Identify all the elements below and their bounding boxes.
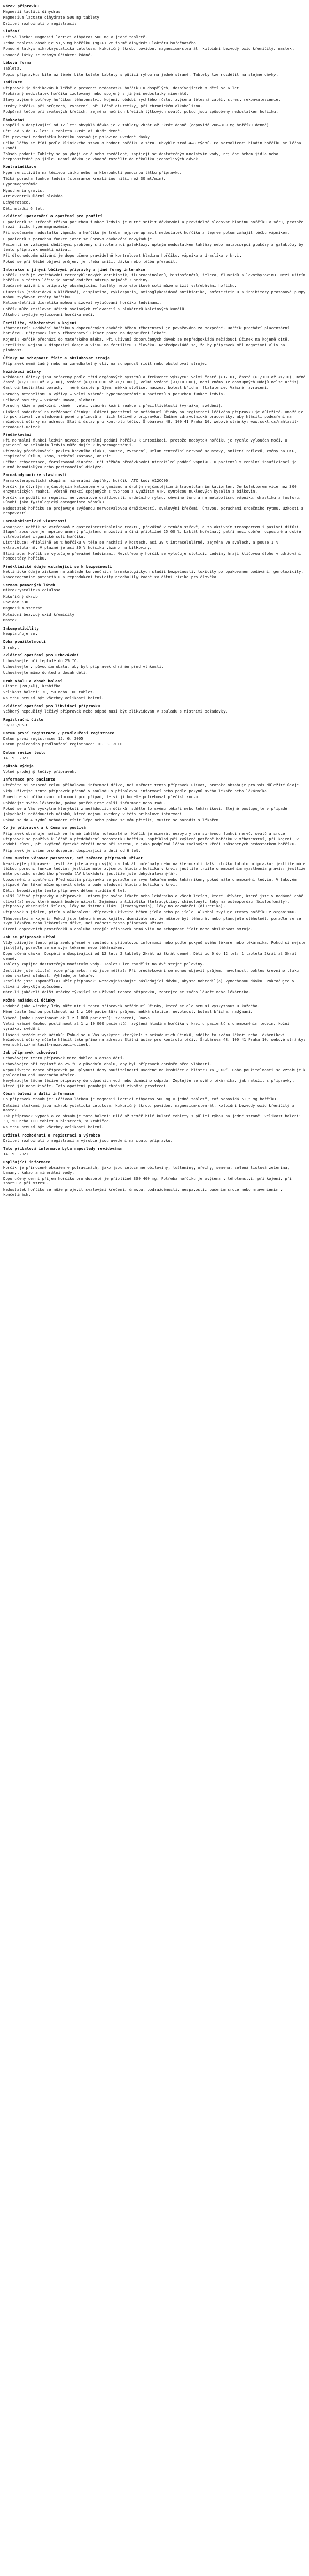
section-paragraph: Mikrokrystalická celulosa bbox=[3, 588, 61, 593]
section-paragraph: Požádejte svého lékárníka, pokud potřebujete další informace nebo radu. bbox=[3, 800, 166, 805]
section-heading: Zvláštní opatření pro uchovávání bbox=[3, 653, 79, 658]
section-paragraph: U pacientů se středně těžkou poruchou funkce ledvin je nutné snížit dávkování a pravidelně sledovat hladinu hořčíku v séru, protože hrozí riziko hypermagnezémie. bbox=[3, 219, 306, 229]
section-paragraph: Pokud se při léčbě objeví průjem, je třeba snížit dávku nebo léčbu přerušit. bbox=[3, 259, 178, 264]
section-paragraph: Pokud se u Vás vyskytne kterýkoli z nežádoucích účinků, sdělte to svému lékaři nebo lékárníkovi. Stejně postupujte v případě jakýchkoli nežádoucích účinků, které nejsou uvedeny v této příbalové informaci. bbox=[3, 806, 290, 816]
section-paragraph: Datum první registrace: 15. 6. 2005 bbox=[3, 736, 83, 741]
section-paragraph: Tablety zapijte dostatečným množstvím vody. Tabletu lze rozdělit na dvě stejné poloviny. bbox=[3, 962, 205, 967]
section-paragraph: Podpůrná léčba při svalových křečích, zejména nočních křečích lýtkových svalů, pokud jsou způsobeny nedostatkem hořčíku. bbox=[3, 109, 278, 114]
section-heading: Zvláštní opatření pro likvidaci přípravku bbox=[3, 703, 100, 708]
section-paragraph: Neužívejte přípravek: jestliže jste alergický(á) na laktát hořečnatý nebo na kteroukoli další složku tohoto přípravku; jestliže máte těžkou poruchu funkce ledvin; jestliže máte zvýšenou hladinu hořčíku v krvi; jestliže trpíte onemocněním myasthenia gravis; jestliže máte poruchu srdečního převodu (AV blokádu); jestliže jste dehydratovaný(á). bbox=[3, 861, 308, 876]
section-heading: Zvláštní upozornění a opatření pro použití bbox=[3, 214, 103, 219]
section-paragraph: Neklinické údaje získané na základě konvenčních farmakologických studií bezpečnosti, toxicity po opakovaném podávání, genotoxicity, kancerogenního potenciálu a reprodukční toxicity neodhalily žádné zvláštní riziko pro člověka. bbox=[3, 569, 306, 579]
section-paragraph: Pomocné látky: mikrokrystalická celulosa, kukuřičný škrob, povidon, magnesium-stearát, koloidní bezvodý oxid křemičitý, mastek. bbox=[3, 46, 295, 52]
section-paragraph: Přípravek je indikován k léčbě a prevenci nedostatku hořčíku u dospělých, dospívajících a dětí od 6 let. bbox=[3, 85, 242, 90]
section-heading: Registrační číslo bbox=[3, 717, 44, 722]
section-paragraph: Poruchy kůže a podkožní tkáně – velmi vzácné: kožní reakce z přecitlivělosti (vyrážka, svědění). bbox=[3, 403, 224, 409]
section-paragraph: Nedostatek hořčíku se projevuje zvýšenou nervosvalovou dráždivostí, svalovými křečemi, únavou, poruchami srdečního rytmu, úzkostí a nespavostí. bbox=[3, 505, 306, 516]
section-paragraph: Prokázaný nedostatek hořčíku izolovaný nebo spojený s jinými nedostatky minerálů. bbox=[3, 91, 189, 96]
section-paragraph: Hořčík je čtvrtým nejčastějším kationtem v organismu a druhým nejčastějším intracelulárním kationtem. Je kofaktorem více než 300 enzymatických reakcí, včetně reakcí spojených s tvorbou a využitím ATP, syntézou nukleových kyselin a bílkovin. bbox=[3, 484, 299, 494]
section-paragraph: Těžká porucha funkce ledvin (clearance kreatininu nižší než 30 ml/min). bbox=[3, 176, 166, 181]
section-paragraph: 14. 9. 2021 bbox=[3, 1151, 28, 1157]
section-paragraph: Délka léčby se řídí podle klinického stavu a hodnot hořčíku v séru. Obvykle trvá 4–8 týdnů. Po normalizaci hladin hořčíku se léčba ukončí. bbox=[3, 141, 303, 150]
section-heading: Obsah balení a další informace bbox=[3, 1091, 74, 1096]
section-heading: Název přípravku bbox=[3, 4, 39, 8]
section-heading: Dávkování bbox=[3, 117, 25, 122]
section-paragraph: Dehydratace. bbox=[3, 200, 31, 205]
section-paragraph: Přípravek je určen pro dospělé, dospívající a děti od 6 let. bbox=[3, 848, 141, 853]
section-paragraph: Při prevenci nedostatku hořčíku postačuje polovina uvedené dávky. bbox=[3, 134, 152, 140]
section-paragraph: Jestliže jste zapomněl(a) užít přípravek: Nezdvojnásobujte následující dávku, abyste nahradil(a) vynechanou dávku. Pokračujte v užívání obvyklým způsobem. bbox=[3, 979, 297, 989]
section-paragraph: Děti od 6 do 12 let: 1 tableta 2krát až 3krát denně. bbox=[3, 128, 123, 133]
section-paragraph: Gastrointestinální poruchy – méně časté: průjem, měkká stolice, nauzea, bolest břicha, flatulence. Vzácné: zvracení. bbox=[3, 385, 269, 391]
section-paragraph: Vždy užívejte tento přípravek přesně v souladu s příbalovou informací nebo podle pokynů svého lékaře nebo lékárníka. bbox=[3, 788, 269, 793]
section-paragraph: Celkové poruchy – vzácné: únava, slabost. bbox=[3, 397, 97, 402]
section-paragraph: Držitel rozhodnutí o registraci a výrobce jsou uvedeni na obalu přípravku. bbox=[3, 1138, 173, 1143]
section-paragraph: Jak přípravek vypadá a co obsahuje toto balení: Bílé až téměř bílé kulaté tablety s půlicí rýhou na jedné straně. Velikost balení: 30, 50 nebo 100 tablet v blistrech, v krabičce. bbox=[3, 1113, 303, 1124]
section-paragraph: Absorpce: Hořčík se vstřebává z gastrointestinálního traktu, převážně v tenkém střevě, a to aktivním transportem i pasivní difúzí. Stupeň absorpce je nepřímo úměrný přijatému množství a činí přibližně 25–60 %. Laktát hořečnatý patří mezi dobře rozpustné a dobře vstřebatelné organické soli hořčíku. bbox=[3, 524, 303, 539]
section-paragraph: Velmi vzácné (mohou postihnout až 1 z 10 000 pacientů): zvýšená hladina hořčíku v krvi u pacientů s onemocněním ledvin, kožní vyrážka, svědění. bbox=[3, 1021, 292, 1031]
section-paragraph: Velikost balení: 30, 50 nebo 100 tablet. bbox=[3, 689, 95, 694]
section-paragraph: Uchovávejte tento přípravek mimo dohled a dosah dětí. bbox=[3, 1055, 125, 1060]
section-heading: Držitel rozhodnutí o registraci a výrobce bbox=[3, 1132, 100, 1138]
section-heading: Předávkování bbox=[3, 432, 32, 437]
section-heading: Předklinické údaje vztahující se k bezpečnosti bbox=[3, 564, 112, 569]
section-paragraph: Nepoužívejte tento přípravek po uplynutí doby použitelnosti uvedené na krabičce a blistru za „EXP“. Doba použitelnosti se vztahuje k poslednímu dni uvedeného měsíce. bbox=[3, 1067, 308, 1077]
section-heading: Farmakodynamické vlastnosti bbox=[3, 472, 67, 478]
section-paragraph: Pokud se do 4 týdnů nebudete cítit lépe nebo pokud se Vám přitíží, musíte se poradit s lékařem. bbox=[3, 817, 221, 822]
section-paragraph: 14. 9. 2021 bbox=[3, 755, 28, 760]
section-paragraph: Hořčík může zesilovat účinek svalových relaxancií a blokátorů kalciových kanálů. bbox=[3, 306, 186, 311]
section-paragraph: Kalium-šetřící diuretika mohou snižovat vylučování hořčíku ledvinami. bbox=[3, 300, 162, 306]
section-paragraph: Příznaky předávkování: pokles krevního tlaku, nauzea, zvracení, útlum centrální nervové soustavy, snížení reflexů, změny na EKG, respirační útlum, kóma, srdeční zástava, anurie. bbox=[3, 448, 299, 459]
section-paragraph: Ponechte si příbalovou informaci pro případ, že si ji budete potřebovat přečíst znovu. bbox=[3, 794, 200, 800]
section-paragraph: Doporučený denní příjem hořčíku pro dospělé je přibližně 300–400 mg. Potřeba hořčíku je zvýšena v těhotenství, při kojení, při sportu a při stresu. bbox=[3, 1176, 295, 1186]
section-paragraph: Hořčík snižuje vstřebávání tetracyklinových antibiotik, fluorochinolonů, bisfosfonátů, železa, fluoridů a levothyroxinu. Mezi užitím hořčíku a těchto léčiv je nutné dodržet odstup nejméně 3 hodiny. bbox=[3, 273, 308, 282]
section-paragraph: Méně časté (mohou postihnout až 1 z 100 pacientů): průjem, měkká stolice, nevolnost, bolest břicha, nadýmání. bbox=[3, 1009, 253, 1014]
section-paragraph: Doporučená dávka: Dospělí a dospívající od 12 let: 2 tablety 2krát až 3krát denně. Děti od 6 do 12 let: 1 tableta 2krát až 3krát denně. bbox=[3, 951, 299, 961]
section-paragraph: Máte-li jakékoli další otázky týkající se užívání tohoto přípravku, zeptejte se svého lékaře nebo lékárníka. bbox=[3, 990, 251, 995]
section-heading: Jak se přípravek užívá bbox=[3, 935, 56, 940]
section-paragraph: Léčba: rehydratace, forsírovaná diuréza. Při těžkém předávkování nitrožilní podání vápníku. U pacientů s renální insuficiencí je nutná hemodialýza nebo peritoneální dialýza. bbox=[3, 460, 299, 469]
section-paragraph: Dalšími složkami jsou mikrokrystalická celulosa, kukuřičný škrob, povidon, magnesium-stearát, koloidní bezvodý oxid křemičitý a mastek. bbox=[3, 1103, 297, 1113]
section-paragraph: Tableta. bbox=[3, 65, 22, 71]
section-paragraph: Datum posledního prodloužení registrace: 10. 3. 2010 bbox=[3, 742, 123, 747]
section-paragraph: Farmakoterapeutická skupina: minerální doplňky, hořčík. ATC kód: A12CC06. bbox=[3, 478, 170, 483]
section-paragraph: Jedna tableta obsahuje 51,5 mg hořčíku (Mg2+) ve formě dihydrátu laktátu hořečnatého. bbox=[3, 40, 198, 45]
section-paragraph: Myasthenia gravis. bbox=[3, 188, 45, 193]
section-paragraph: Alkohol zvyšuje vylučování hořčíku močí. bbox=[3, 312, 95, 317]
section-paragraph: Při normální funkci ledvin nevede perorální podání hořčíku k intoxikaci, protože nadbytek hořčíku je rychle vyloučen močí. U pacientů se selháním ledvin může dojít k hypermagnezémii. bbox=[3, 437, 290, 448]
section-heading: Složení bbox=[3, 29, 20, 34]
section-heading: Nežádoucí účinky bbox=[3, 369, 41, 374]
section-paragraph: Přípravek nemá žádný nebo má zanedbatelný vliv na schopnost řídit nebo obsluhovat stroje. bbox=[3, 361, 208, 366]
section-paragraph: Hořčík se podílí na regulaci nervosvalové dráždivosti, srdečního rytmu, cévního tonu a na metabolismu vápníku, draslíku a fosforu. Působí jako fyziologický antagonista vápníku. bbox=[3, 495, 303, 505]
section-paragraph: Těhotenství: Podávání hořčíku v doporučených dávkách během těhotenství je považováno za bezpečné. Hořčík prochází placentární bariérou. Přípravek lze v těhotenství užívat pouze na doporučení lékaře. bbox=[3, 326, 292, 336]
section-paragraph: Atrioventrikulární blokáda. bbox=[3, 194, 65, 199]
section-heading: Doba použitelnosti bbox=[3, 639, 46, 644]
section-paragraph: Kojení: Hořčík přechází do mateřského mléka. Při užívání doporučených dávek se nepředpokládá nežádoucí účinek na kojené dítě. bbox=[3, 336, 290, 342]
section-paragraph: 3 roky. bbox=[3, 645, 20, 650]
section-paragraph: Na trhu nemusí být všechny velikosti balení. bbox=[3, 1125, 104, 1130]
section-paragraph: Veškerý nepoužitý léčivý přípravek nebo odpad musí být zlikvidován v souladu s místními požadavky. bbox=[3, 709, 228, 714]
section-heading: Možné nežádoucí účinky bbox=[3, 997, 56, 1003]
section-paragraph: Stavy zvýšené potřeby hořčíku: těhotenství, kojení, období rychlého růstu, zvýšená tělesná zátěž, stres, rekonvalescence. bbox=[3, 97, 281, 102]
section-paragraph: Přípravek obsahuje hořčík ve formě laktátu hořečnatého. Hořčík je minerál nezbytný pro správnou funkci nervů, svalů a srdce. bbox=[3, 831, 287, 836]
section-paragraph: Neuplatňuje se. bbox=[3, 631, 38, 636]
section-paragraph: Hořčík je přirozeně obsažen v potravinách, jako jsou celozrnné obiloviny, luštěniny, ořechy, semena, zelená listová zelenina, banány, kakao a minerální vody. bbox=[3, 1165, 292, 1175]
section-paragraph: Řízení dopravních prostředků a obsluha strojů: Přípravek nemá vliv na schopnost řídit nebo obsluhovat stroje. bbox=[3, 926, 253, 931]
section-paragraph: Uchovávejte při teplotě do 25 °C. bbox=[3, 658, 79, 663]
section-heading: Účinky na schopnost řídit a obsluhovat stroje bbox=[3, 355, 110, 361]
section-paragraph: Nežádoucí účinky jsou seřazeny podle tříd orgánových systémů a frekvence výskytu: velmi časté (≥1/10), časté (≥1/100 až <1/10), méně časté (≥1/1 000 až <1/100), vzácné (≥1/10 000 až <1/1 000), velmi vzácné (<1/10 000), není známo (z dostupných údajů nelze určit). bbox=[3, 375, 308, 384]
section-paragraph: Nevyhazujte žádné léčivé přípravky do odpadních vod nebo domácího odpadu. Zeptejte se svého lékárníka, jak naložit s přípravky, které již nepoužíváte. Tato opatření pomáhají chránit životní prostředí. bbox=[3, 1078, 297, 1088]
section-paragraph: Hypersenzitivita na léčivou látku nebo na kteroukoli pomocnou látku přípravku. bbox=[3, 170, 182, 175]
section-paragraph: Při současném nedostatku vápníku a hořčíku je třeba nejprve upravit nedostatek hořčíku a teprve potom zahájit léčbu vápníkem. bbox=[3, 230, 290, 235]
section-heading: Farmakokinetické vlastnosti bbox=[3, 519, 67, 524]
section-heading: Datum revize textu bbox=[3, 750, 46, 755]
section-paragraph: Co přípravek obsahuje: Léčivou látkou je magnesii lactici dihydras 500 mg v jedné tabletě, což odpovídá 51,5 mg hořčíku. bbox=[3, 1097, 278, 1102]
section-paragraph: Povidon K30 bbox=[3, 600, 28, 605]
section-heading: Informace pro pacienta bbox=[3, 777, 56, 782]
section-paragraph: Podobně jako všechny léky může mít i tento přípravek nežádoucí účinky, které se ale nemusí vyskytnout u každého. bbox=[3, 1003, 260, 1008]
section-paragraph: Uchovávejte při teplotě do 25 °C v původním obalu, aby byl přípravek chráněn před vlhkostí. bbox=[3, 1061, 212, 1066]
section-paragraph: Děti mladší 6 let. bbox=[3, 206, 45, 211]
section-paragraph: Hypermagnezémie. bbox=[3, 182, 40, 187]
section-paragraph: Kukuřičný škrob bbox=[3, 594, 38, 599]
section-paragraph: Popis přípravku: bílé až téměř bílé kulaté tablety s půlicí rýhou na jedné straně. Tablety lze rozdělit na stejné dávky. bbox=[3, 72, 278, 77]
section-paragraph: Upozornění a opatření: Před užitím přípravku se poraďte se svým lékařem nebo lékárníkem, pokud máte onemocnění ledvin. V takovém případě Vám lékař může upravit dávku a bude sledovat hladinu hořčíku v krvi. bbox=[3, 877, 299, 887]
section-paragraph: Pacienti se vzácnými dědičnými problémy s intolerancí galaktózy, úplným nedostatkem laktázy nebo malabsorpcí glukózy a galaktózy by tento přípravek neměli užívat. bbox=[3, 242, 306, 252]
section-paragraph: Distribuce: Přibližně 60 % hořčíku v těle se nachází v kostech, asi 39 % intracelulárně, zejména ve svalech, a pouze 1 % extracelulárně. V plazmě je asi 30 % hořčíku vázáno na bílkoviny. bbox=[3, 540, 281, 550]
section-paragraph: Léčivá látka: Magnesii lactici dihydras 500 mg v jedné tabletě. bbox=[3, 34, 148, 39]
section-heading: Indikace bbox=[3, 80, 22, 85]
section-paragraph: Vzácné (mohou postihnout až 1 z 1 000 pacientů): zvracení, únava. bbox=[3, 1015, 152, 1020]
section-paragraph: Přípravek se používá k léčbě a předcházení nedostatku hořčíku, například při zvýšené potřebě hořčíku v těhotenství, při kojení, v období růstu, při zvýšené fyzické zátěži nebo při stresu, a jako podpůrná léčba svalových křečí způsobených nedostatkem hořčíku. bbox=[3, 837, 301, 846]
section-paragraph: Poruchy metabolismu a výživy – velmi vzácné: hypermagnezémie u pacientů s poruchou funkce ledvin. bbox=[3, 392, 226, 396]
section-heading: Datum první registrace / prodloužení registrace bbox=[3, 731, 115, 736]
section-heading: Seznam pomocných látek bbox=[3, 582, 56, 587]
section-paragraph: Magnesium lactate dihydrate 500 mg tablety bbox=[3, 15, 99, 20]
section-paragraph: Vždy užívejte tento přípravek přesně v souladu s příbalovou informací nebo podle pokynů svého lékaře nebo lékárníka. Pokud si nejste jistý(á), poraďte se se svým lékařem nebo lékárníkem. bbox=[3, 940, 308, 950]
section-paragraph: Fertilita: Nejsou k dispozici údaje o vlivu na fertilitu u člověka. Nepředpokládá se, že by přípravek měl negativní vliv na plodnost. bbox=[3, 343, 287, 352]
section-paragraph: Magnesium-stearát bbox=[3, 605, 42, 611]
section-heading: Interakce s jinými léčivými přípravky a jiné formy interakce bbox=[3, 267, 145, 272]
section-paragraph: Ztráty hořčíku při průjmech, zvracení, při léčbě diuretiky, při chronickém alkoholismu. bbox=[3, 103, 203, 108]
section-paragraph: Současné užívání s přípravky obsahujícími fosfáty nebo vápníkové soli může snížit vstřebávání hořčíku. bbox=[3, 283, 237, 289]
section-paragraph: Těhotenství a kojení: Pokud jste těhotná nebo kojíte, domníváte se, že můžete být těhotná, nebo plánujete otěhotnět, poraďte se se svým lékařem nebo lékárníkem dříve, než začnete tento přípravek užívat. bbox=[3, 916, 303, 926]
section-paragraph: Volně prodejný léčivý přípravek. bbox=[3, 769, 77, 774]
section-heading: Inkompatibility bbox=[3, 625, 39, 631]
section-heading: Fertilita, těhotenství a kojení bbox=[3, 320, 77, 325]
section-paragraph: Magnesii lactici dihydras bbox=[3, 9, 61, 14]
section-paragraph: Koloidní bezvodý oxid křemičitý bbox=[3, 612, 74, 617]
section-heading: Co je přípravek a k čemu se používá bbox=[3, 825, 86, 831]
section-heading: Doplňující informace bbox=[3, 1160, 50, 1164]
section-paragraph: Při dlouhodobém užívání je doporučeno pravidelně kontrolovat hladinu hořčíku, vápníku a draslíku v krvi. bbox=[3, 253, 242, 258]
section-heading: Druh obalu a obsah balení bbox=[3, 678, 62, 683]
section-paragraph: Uchovávejte v původním obalu, aby byl přípravek chráněn před vlhkostí. bbox=[3, 664, 164, 669]
section-paragraph: Děti: Nepodávejte tento přípravek dětem mladším 6 let. bbox=[3, 888, 127, 893]
section-paragraph: Přečtěte si pozorně celou příbalovou informaci dříve, než začnete tento přípravek užívat, protože obsahuje pro Vás důležité údaje. bbox=[3, 783, 301, 787]
section-heading: Léková forma bbox=[3, 60, 32, 65]
section-paragraph: Na trhu nemusí být všechny velikosti balení. bbox=[3, 696, 104, 701]
section-paragraph: Jestliže jste užil(a) více přípravku, než jste měl(a): Při předávkování se mohou objevit průjem, nevolnost, pokles krevního tlaku nebo svalová slabost. Vyhledejte lékaře. bbox=[3, 968, 301, 978]
section-paragraph: Diuretika (thiazidová a kličková), cisplatina, cyklosporin, aminoglykosidová antibiotika, amfotericin B a inhibitory protonové pumpy mohou zvyšovat ztráty hořčíku. bbox=[3, 289, 308, 299]
section-paragraph: Pomocné látky se známým účinkem: žádné. bbox=[3, 52, 93, 57]
section-paragraph: Uchovávejte mimo dohled a dosah dětí. bbox=[3, 670, 88, 675]
section-paragraph: Způsob podání: Tablety se polykají celé nebo rozdělené, zapíjejí se dostatečným množstvím vody, nejlépe během jídla nebo bezprostředně po jídle. Denní dávku je vhodné rozdělit do několika jednotlivých dávek. bbox=[3, 151, 281, 161]
section-heading: Kontraindikace bbox=[3, 164, 37, 170]
section-paragraph: Hlášení nežádoucích účinků: Pokud se u Vás vyskytne kterýkoli z nežádoucích účinků, sdělte to svému lékaři nebo lékárníkovi. Nežádoucí účinky můžete hlásit také přímo na adresu: Státní ústav pro kontrolu léčiv, Šrobárova 48, 100 41 Praha 10, webové stránky: www.sukl.cz/nahlasit-nezadouci-ucinek. bbox=[3, 1032, 308, 1047]
section-paragraph: Držitel rozhodnutí o registraci: bbox=[3, 21, 77, 26]
section-paragraph: Eliminace: Hořčík se vylučuje převážně ledvinami. Nevstřebaný hořčík se vylučuje stolicí. Ledviny hrají klíčovou úlohu v udržování homeostázy hořčíku. bbox=[3, 551, 303, 561]
section-heading: Způsob výdeje bbox=[3, 764, 34, 769]
section-heading: Tato příbalová informace byla naposledy revidována bbox=[3, 1146, 122, 1151]
section-heading: Čemu musíte věnovat pozornost, než začnete přípravek užívat bbox=[3, 856, 143, 861]
section-paragraph: 39/123/05-C bbox=[3, 722, 28, 727]
section-paragraph: Další léčivé přípravky a přípravek: Informujte svého lékaře nebo lékárníka o všech lécích, které užíváte, které jste v nedávné době užíval(a) nebo které možná budete užívat. Zejména: antibiotika (tetracykliny, chinolony), léky na osteoporózu (bisfosfonáty), přípravky obsahující železo, léky na štítnou žlázu (levothyroxin), léky na odvodnění (diuretika). bbox=[3, 894, 306, 909]
section-paragraph: U pacientů s poruchou funkce jater se úprava dávkování nevyžaduje. bbox=[3, 236, 154, 241]
section-paragraph: Blistr (PVC/Al), krabička. bbox=[3, 684, 63, 689]
section-heading: Jak přípravek uchovávat bbox=[3, 1050, 58, 1055]
section-paragraph: Přípravek s jídlem, pitím a alkoholem: Přípravek užívejte během jídla nebo po jídle. Alkohol zvyšuje ztráty hořčíku z organismu. bbox=[3, 910, 297, 915]
section-paragraph: Hlášení podezření na nežádoucí účinky: Hlášení podezření na nežádoucí účinky po registraci léčivého přípravku je důležité. Umožňuje to pokračovat ve sledování poměru přínosů a rizik léčivého přípravku. Žádáme zdravotnické pracovníky, aby hlásili podezření na nežádoucí účinky na adresu: Státní ústav pro kontrolu léčiv, Šrobárova 48, 100 41 Praha 10, webové stránky: www.sukl.cz/nahlasit-nezadouci-ucinek. bbox=[3, 409, 306, 429]
section-paragraph: Dospělí a dospívající od 12 let: obvyklá dávka je 2 tablety 2krát až 3krát denně (odpovídá 206–309 mg hořčíku denně). bbox=[3, 123, 271, 128]
section-paragraph: Mastek bbox=[3, 618, 17, 623]
section-paragraph: Nedostatek hořčíku se může projevit svalovými křečemi, únavou, podrážděností, nespavostí, bušením srdce nebo mravenčením v končetinách. bbox=[3, 1187, 285, 1197]
